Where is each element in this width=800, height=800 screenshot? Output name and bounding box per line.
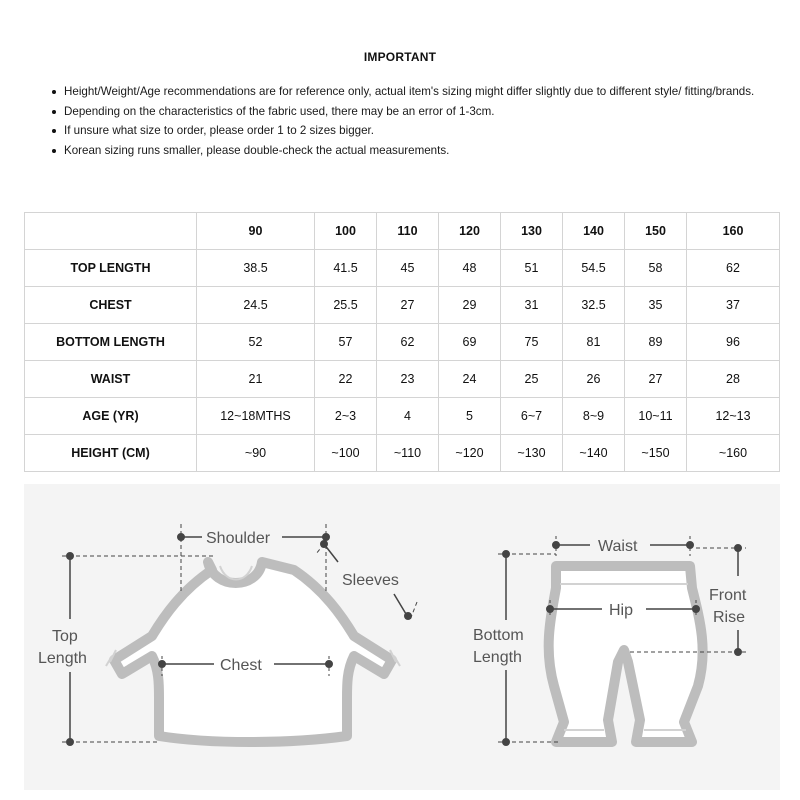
row-label: CHEST [25, 287, 197, 324]
size-value-cell: ~130 [501, 435, 563, 472]
size-value-cell: 35 [625, 287, 687, 324]
size-value-cell: 41.5 [315, 250, 377, 287]
size-value-cell: 27 [377, 287, 439, 324]
size-value-cell: 48 [439, 250, 501, 287]
size-value-cell: ~110 [377, 435, 439, 472]
size-value-cell: 62 [687, 250, 780, 287]
notice-item: If unsure what size to order, please order 1 to 2 sizes bigger. [48, 121, 768, 141]
size-value-cell: 45 [377, 250, 439, 287]
size-header-cell: 110 [377, 213, 439, 250]
size-value-cell: 51 [501, 250, 563, 287]
front-rise-label-line2: Rise [713, 609, 746, 626]
size-value-cell: 89 [625, 324, 687, 361]
notice-item: Height/Weight/Age recommendations are for reference only, actual item's sizing might differ slightly due to different style/ fitting/brands. [48, 82, 768, 102]
size-value-cell: 21 [197, 361, 315, 398]
size-value-cell: 24 [439, 361, 501, 398]
measurement-diagram-svg [24, 484, 780, 790]
size-value-cell: 69 [439, 324, 501, 361]
size-value-cell: 54.5 [563, 250, 625, 287]
size-value-cell: 6~7 [501, 398, 563, 435]
size-header-cell: 100 [315, 213, 377, 250]
size-value-cell: 25 [501, 361, 563, 398]
size-value-cell: 38.5 [197, 250, 315, 287]
size-value-cell: ~120 [439, 435, 501, 472]
corner-cell [25, 213, 197, 250]
size-header-cell: 130 [501, 213, 563, 250]
row-label: WAIST [25, 361, 197, 398]
size-value-cell: 58 [625, 250, 687, 287]
size-value-cell: 29 [439, 287, 501, 324]
measurement-diagram [24, 484, 780, 790]
size-value-cell: 4 [377, 398, 439, 435]
size-value-cell: 96 [687, 324, 780, 361]
chest-label: Chest [220, 657, 262, 674]
size-value-cell: 24.5 [197, 287, 315, 324]
size-value-cell: 27 [625, 361, 687, 398]
size-value-cell: 10~11 [625, 398, 687, 435]
notice-list [48, 82, 768, 160]
size-value-cell: 8~9 [563, 398, 625, 435]
size-value-cell: ~140 [563, 435, 625, 472]
size-value-cell: 31 [501, 287, 563, 324]
size-value-cell: 12~13 [687, 398, 780, 435]
front-rise-label-line1: Front [709, 587, 747, 604]
size-table-row [25, 250, 780, 287]
size-table-row [25, 287, 780, 324]
notice-title: IMPORTANT [363, 50, 437, 64]
top-length-label-line1: Top [52, 628, 78, 645]
size-value-cell: 25.5 [315, 287, 377, 324]
size-value-cell: ~100 [315, 435, 377, 472]
size-value-cell: 23 [377, 361, 439, 398]
size-table-row [25, 361, 780, 398]
row-label: HEIGHT (CM) [25, 435, 197, 472]
notice-item: Depending on the characteristics of the fabric used, there may be an error of 1-3cm. [48, 102, 768, 122]
size-table-row [25, 324, 780, 361]
size-value-cell: 37 [687, 287, 780, 324]
size-value-cell: 26 [563, 361, 625, 398]
size-header-cell: 90 [197, 213, 315, 250]
top-garment-outline [114, 562, 392, 742]
size-header-row [25, 213, 780, 250]
size-value-cell: 81 [563, 324, 625, 361]
size-value-cell: 52 [197, 324, 315, 361]
row-label: BOTTOM LENGTH [25, 324, 197, 361]
top-length-label-line2: Length [38, 650, 87, 667]
size-value-cell: 12~18MTHS [197, 398, 315, 435]
size-value-cell: 2~3 [315, 398, 377, 435]
size-header-cell: 150 [625, 213, 687, 250]
shoulder-label: Shoulder [206, 530, 271, 547]
size-value-cell: ~160 [687, 435, 780, 472]
size-value-cell: 75 [501, 324, 563, 361]
size-value-cell: 32.5 [563, 287, 625, 324]
sleeves-label: Sleeves [342, 572, 399, 589]
size-header-cell: 140 [563, 213, 625, 250]
size-value-cell: 57 [315, 324, 377, 361]
size-table-row [25, 435, 780, 472]
size-table [24, 212, 780, 472]
size-value-cell: 5 [439, 398, 501, 435]
size-table-row [25, 398, 780, 435]
size-value-cell: ~150 [625, 435, 687, 472]
size-value-cell: ~90 [197, 435, 315, 472]
row-label: TOP LENGTH [25, 250, 197, 287]
size-header-cell: 160 [687, 213, 780, 250]
size-value-cell: 22 [315, 361, 377, 398]
size-value-cell: 28 [687, 361, 780, 398]
size-value-cell: 62 [377, 324, 439, 361]
bottom-length-label-line1: Bottom [473, 627, 524, 644]
notice-item: Korean sizing runs smaller, please double-check the actual measurements. [48, 141, 768, 161]
hip-label: Hip [609, 602, 634, 619]
size-header-cell: 120 [439, 213, 501, 250]
row-label: AGE (YR) [25, 398, 197, 435]
waist-label: Waist [598, 538, 638, 555]
bottom-length-label-line2: Length [473, 649, 522, 666]
bottom-garment-outline [549, 566, 703, 742]
